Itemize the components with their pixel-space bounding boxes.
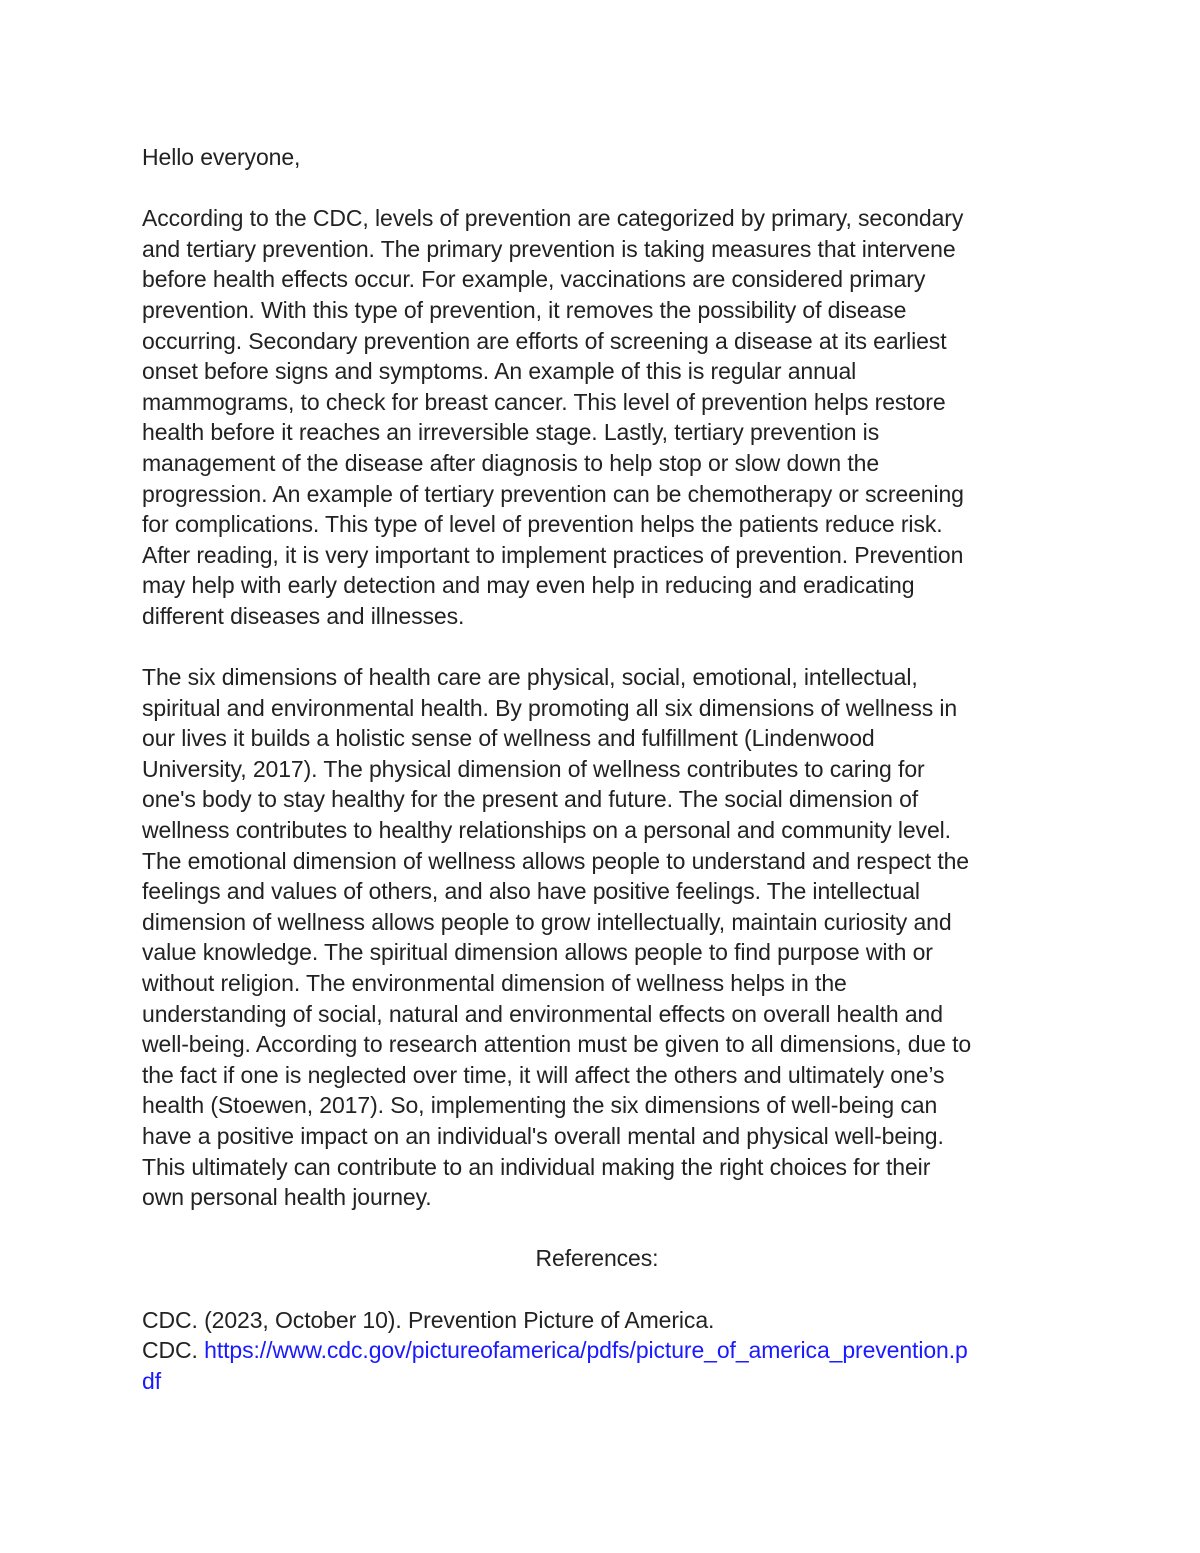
paragraph-line: our lives it builds a holistic sense of wellness and fulfillment (Lindenwood: [142, 725, 875, 752]
paragraph-line: well-being. According to research attention must be given to all dimensions, due to: [142, 1031, 972, 1058]
paragraph-line: value knowledge. The spiritual dimension allows people to find purpose with or: [142, 939, 933, 966]
paragraph-line: the fact if one is neglected over time, it will affect the others and ultimately one’s: [142, 1061, 945, 1088]
references-heading: References:: [535, 1245, 659, 1272]
paragraph-line: After reading, it is very important to implement practices of prevention. Prevention: [142, 541, 964, 568]
paragraph-line: This ultimately can contribute to an individual making the right choices for their: [142, 1153, 931, 1180]
paragraph-line: According to the CDC, levels of prevention are categorized by primary, secondary: [142, 205, 964, 232]
references-list: [142, 1305, 1062, 1397]
paragraph-line: health before it reaches an irreversible stage. Lastly, tertiary prevention is: [142, 419, 880, 446]
reference-prefix: CDC.: [142, 1337, 205, 1364]
paragraph-line: occurring. Secondary prevention are efforts of screening a disease at its earliest: [142, 327, 947, 354]
paragraph-line: before health effects occur. For example, vaccinations are considered primary: [142, 266, 926, 293]
paragraph-line: health (Stoewen, 2017). So, implementing the six dimensions of well-being can: [142, 1092, 938, 1119]
paragraph-line: different diseases and illnesses.: [142, 602, 465, 629]
paragraph-line: may help with early detection and may even help in reducing and eradicating: [142, 572, 915, 599]
paragraph-line: University, 2017). The physical dimension of wellness contributes to caring for: [142, 755, 925, 782]
greeting: [142, 142, 1062, 173]
reference-link-continuation[interactable]: df: [142, 1367, 161, 1394]
paragraph-line: dimension of wellness allows people to grow intellectually, maintain curiosity and: [142, 908, 952, 935]
paragraph-line: management of the disease after diagnosis to help stop or slow down the: [142, 449, 880, 476]
paragraph-line: The six dimensions of health care are physical, social, emotional, intellectual,: [142, 664, 918, 691]
paragraph-line: The emotional dimension of wellness allows people to understand and respect the: [142, 847, 969, 874]
document-body: [142, 142, 1062, 1396]
paragraph-line: mammograms, to check for breast cancer. This level of prevention helps restore: [142, 388, 946, 415]
reference-entry-line: CDC. (2023, October 10). Prevention Picture of America.: [142, 1306, 715, 1333]
reference-link[interactable]: https://www.cdc.gov/pictureofamerica/pdfs/picture_of_america_prevention.p: [204, 1337, 968, 1364]
paragraph-line: feelings and values of others, and also have positive feelings. The intellectual: [142, 878, 920, 905]
reference-entry-line: [142, 1335, 1062, 1366]
paragraph-line: onset before signs and symptoms. An example of this is regular annual: [142, 358, 857, 385]
paragraph-line: progression. An example of tertiary prevention can be chemotherapy or screening: [142, 480, 964, 507]
paragraph-line: prevention. With this type of prevention, it removes the possibility of disease: [142, 296, 907, 323]
paragraph-line: and tertiary prevention. The primary prevention is taking measures that intervene: [142, 235, 956, 262]
paragraph-line: own personal health journey.: [142, 1184, 432, 1211]
paragraph-line: spiritual and environmental health. By promoting all six dimensions of wellness in: [142, 694, 958, 721]
paragraph-six-dimensions: [142, 662, 1062, 1213]
paragraph-line: wellness contributes to healthy relationships on a personal and community level.: [142, 817, 951, 844]
reference-entry-line: [142, 1366, 1062, 1397]
paragraph-line: one's body to stay healthy for the present and future. The social dimension of: [142, 786, 919, 813]
paragraph-line: for complications. This type of level of prevention helps the patients reduce risk.: [142, 511, 943, 538]
paragraph-line: understanding of social, natural and environmental effects on overall health and: [142, 1000, 943, 1027]
paragraph-prevention: [142, 203, 1062, 631]
paragraph-line: have a positive impact on an individual's overall mental and physical well-being.: [142, 1123, 944, 1149]
paragraph-line: without religion. The environmental dimension of wellness helps in the: [142, 970, 847, 997]
greeting-line: Hello everyone,: [142, 144, 301, 170]
